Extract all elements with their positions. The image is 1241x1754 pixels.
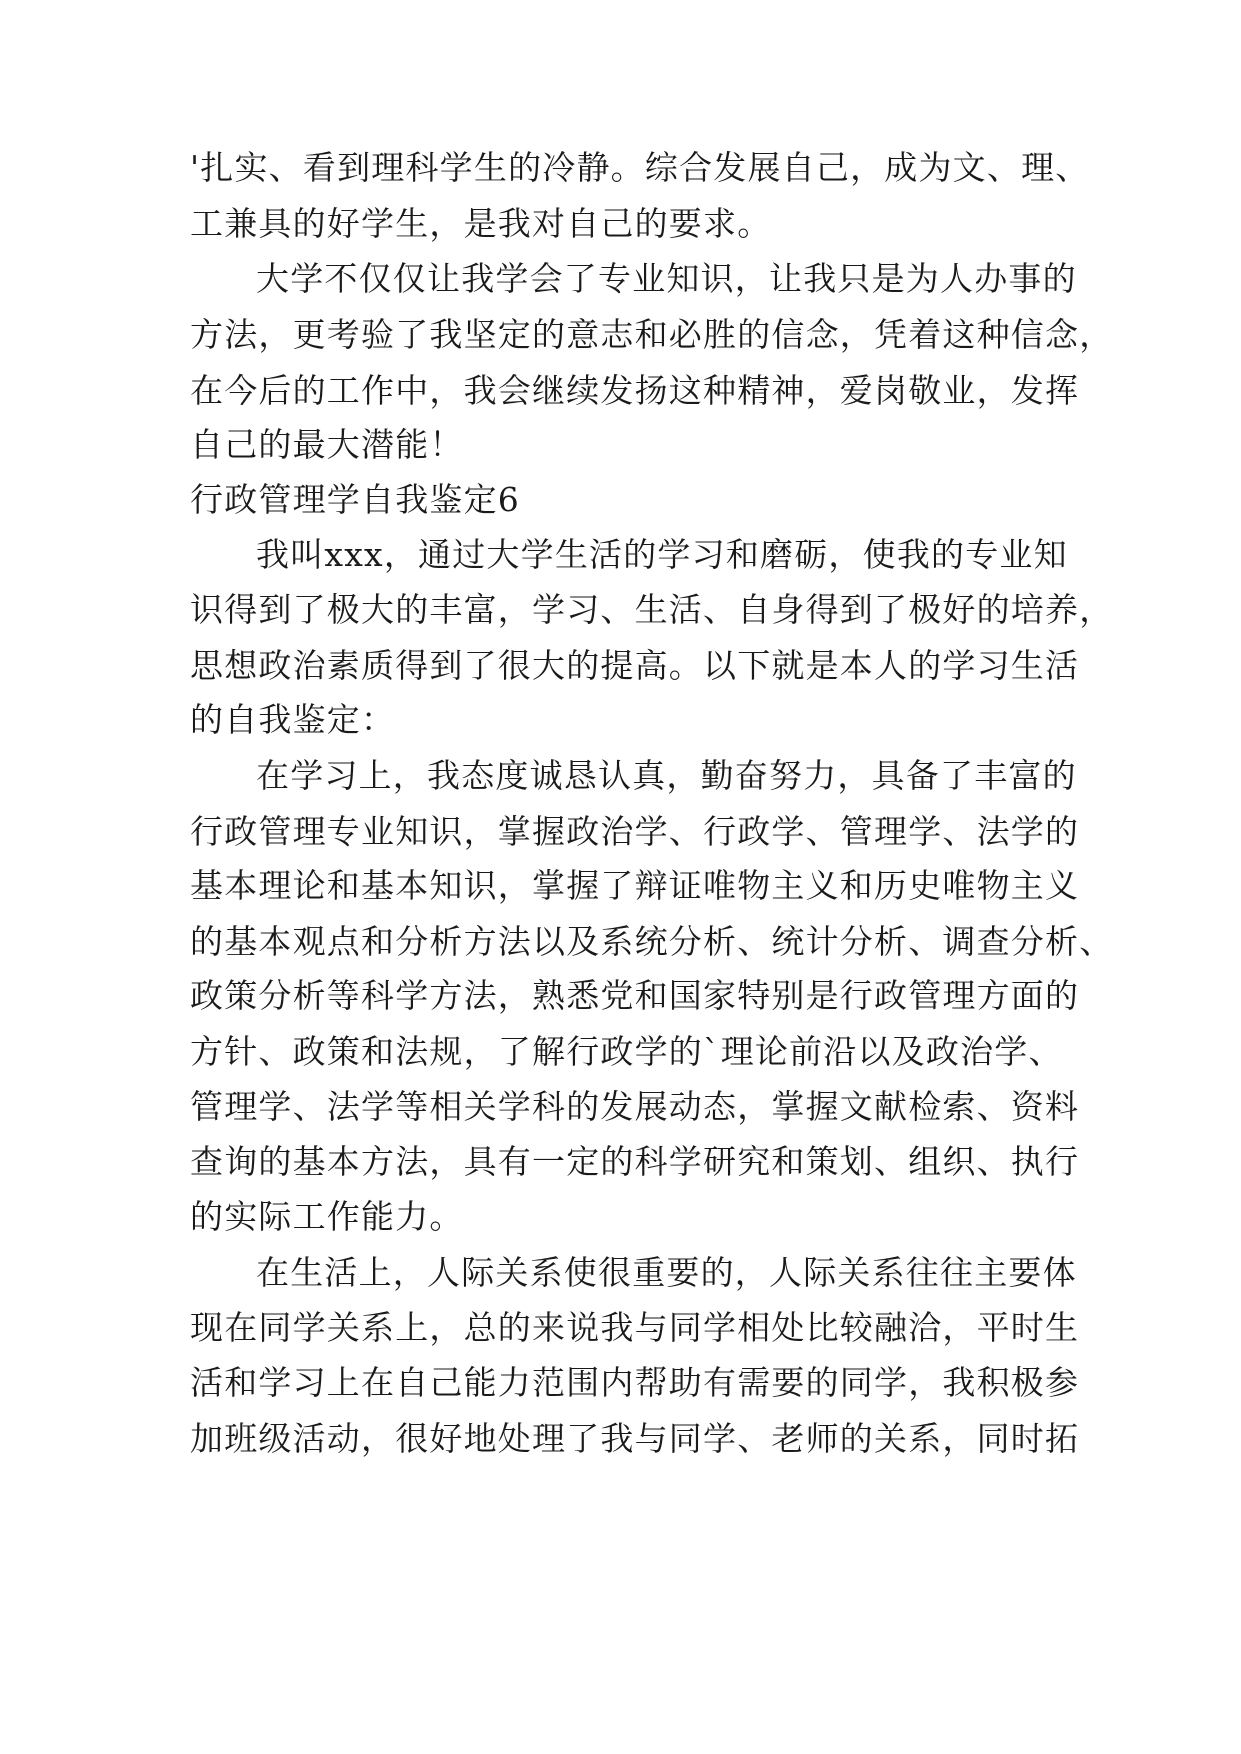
text-line: 在今后的工作中，我会继续发扬这种精神，爱岗敬业，发挥 (190, 371, 1080, 410)
text-line: 方针、政策和法规，了解行政学的`理论前沿以及政治学、 (190, 1032, 1063, 1071)
text-line: 查询的基本方法，具有一定的科学研究和策划、组织、执行 (190, 1142, 1080, 1181)
paragraph-start-line: 在学习上，我态度诚恳认真，勤奋努力，具备了丰富的 (256, 756, 1077, 795)
text-line: 自己的最大潜能！ (190, 425, 464, 464)
section-heading: 行政管理学自我鉴定6 (190, 480, 520, 519)
text-line: 现在同学关系上，总的来说我与同学相处比较融洽，平时生 (190, 1308, 1080, 1347)
text-line: 基本理论和基本知识，掌握了辩证唯物主义和历史唯物主义 (190, 866, 1080, 905)
text-line: 管理学、法学等相关学科的发展动态，掌握文献检索、资料 (190, 1087, 1080, 1126)
text-line: 的实际工作能力。 (190, 1197, 464, 1236)
text-line: 活和学习上在自己能力范围内帮助有需要的同学，我积极参 (190, 1363, 1080, 1402)
paragraph-start-line: 大学不仅仅让我学会了专业知识，让我只是为人办事的 (256, 259, 1077, 298)
text-line: 识得到了极大的丰富，学习、生活、自身得到了极好的培养， (190, 590, 1114, 629)
paragraph-start-line: 我叫xxx，通过大学生活的学习和磨砺，使我的专业知 (256, 535, 1068, 574)
text-line: 的自我鉴定： (190, 700, 396, 739)
text-line: 政策分析等科学方法，熟悉党和国家特别是行政管理方面的 (190, 976, 1080, 1015)
text-line: 行政管理专业知识，掌握政治学、行政学、管理学、法学的 (190, 812, 1080, 851)
text-line: 的基本观点和分析方法以及系统分析、统计分析、调查分析、 (190, 922, 1114, 961)
paragraph-start-line: 在生活上，人际关系使很重要的，人际关系往往主要体 (256, 1253, 1077, 1292)
text-line: 加班级活动，很好地处理了我与同学、老师的关系，同时拓 (190, 1419, 1080, 1458)
text-line: '扎实、看到理科学生的冷静。综合发展自己，成为文、理、 (190, 148, 1090, 187)
text-line: 方法，更考验了我坚定的意志和必胜的信念，凭着这种信念， (190, 315, 1114, 354)
text-line: 思想政治素质得到了很大的提高。以下就是本人的学习生活 (190, 646, 1080, 685)
text-line: 工兼具的好学生，是我对自己的要求。 (190, 204, 772, 243)
